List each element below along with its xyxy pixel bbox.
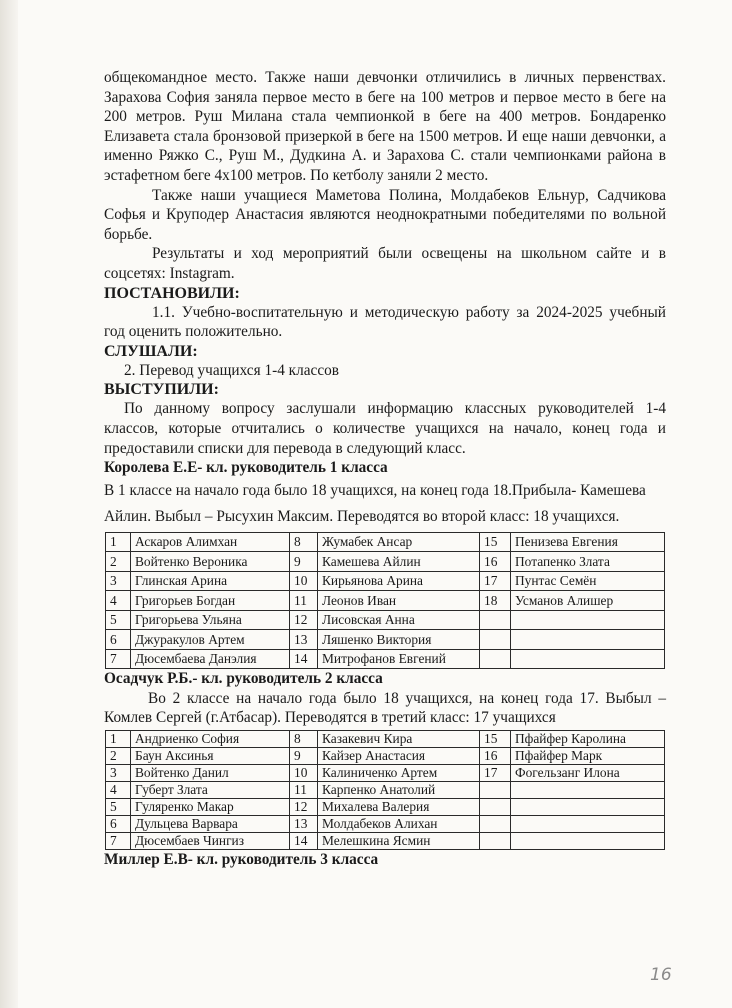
student-number-cell: 14: [290, 649, 318, 669]
student-name-cell: Карпенко Анатолий: [318, 781, 480, 798]
student-name-cell: Молдабеков Алихан: [318, 815, 480, 832]
student-number-cell: 12: [290, 610, 318, 630]
student-number-cell: 16: [480, 552, 511, 572]
student-number-cell: 6: [106, 630, 131, 650]
student-number-cell: [480, 610, 511, 630]
class3-heading: Миллер Е.В- кл. руководитель 3 класса: [104, 850, 379, 868]
heading-slushali: СЛУШАЛИ:: [104, 342, 198, 360]
student-name-cell: Губерт Злата: [131, 781, 290, 798]
student-number-cell: [480, 815, 511, 832]
student-name-cell: Джуракулов Артем: [131, 630, 290, 650]
student-name-cell: Жумабек Ансар: [318, 532, 480, 552]
table-row: [106, 649, 665, 669]
student-name-cell: Дульцева Варвара: [131, 815, 290, 832]
student-number-cell: 1: [106, 730, 131, 747]
student-name-cell: Потапенко Злата: [511, 552, 665, 572]
student-name-cell: Войтенко Вероника: [131, 552, 290, 572]
table-row: [106, 781, 665, 798]
class2-text: Во 2 классе на начало года было 18 учащихся, на конец года 17. Выбыл – Комлев Сергей (г.Атбасар). Переводятся в третий класс: 17 учащихся: [104, 689, 666, 727]
student-name-cell: [511, 610, 665, 630]
student-number-cell: 4: [106, 591, 131, 611]
class1-heading: Королева Е.Е- кл. руководитель 1 класса: [104, 459, 388, 477]
paragraph-agenda-item: 2. Перевод учащихся 1-4 классов: [124, 361, 339, 379]
table-row: [106, 764, 665, 781]
student-name-cell: Ляшенко Виктория: [318, 630, 480, 650]
student-name-cell: Григорьев Богдан: [131, 591, 290, 611]
student-name-cell: Камешева Айлин: [318, 552, 480, 572]
student-number-cell: 16: [480, 747, 511, 764]
table-row: [106, 832, 665, 849]
student-number-cell: 9: [290, 552, 318, 572]
student-number-cell: 7: [106, 649, 131, 669]
student-number-cell: 3: [106, 764, 131, 781]
table-row: [106, 815, 665, 832]
student-name-cell: [511, 815, 665, 832]
student-name-cell: Мелешкина Ясмин: [318, 832, 480, 849]
student-number-cell: 8: [290, 532, 318, 552]
student-name-cell: Аскаров Алимхан: [131, 532, 290, 552]
student-number-cell: 10: [290, 764, 318, 781]
page-number: 16: [650, 965, 672, 985]
paragraph-wrestling: Также наши учащиеся Маметова Полина, Молдабеков Ельнур, Садчикова Софья и Круподер Анастасия являются неоднократными победителями по вольной борьбе.: [104, 186, 666, 243]
student-number-cell: 8: [290, 730, 318, 747]
student-name-cell: Кайзер Анастасия: [318, 747, 480, 764]
heading-postanovili: ПОСТАНОВИЛИ:: [104, 284, 240, 302]
paragraph-speakers: По данному вопросу заслушали информацию классных руководителей 1-4 классов, которые отчитались о количестве учащихся на начало, конец года и предоставили списки для перевода в следующий класс.: [104, 400, 666, 457]
student-number-cell: 5: [106, 798, 131, 815]
table-row: [106, 571, 665, 591]
student-name-cell: Михалева Валерия: [318, 798, 480, 815]
student-number-cell: 17: [480, 764, 511, 781]
student-name-cell: Кирьянова Арина: [318, 571, 480, 591]
student-number-cell: 17: [480, 571, 511, 591]
student-name-cell: Пфайфер Каролина: [511, 730, 665, 747]
class1-text: В 1 классе на начало года было 18 учащихся, на конец года 18.Прибыла- Камешева Айлин. Выбыл – Рысухин Максим. Переводятся во второй класс: 18 учащихся.: [104, 481, 646, 525]
student-number-cell: 2: [106, 552, 131, 572]
student-number-cell: 12: [290, 798, 318, 815]
table-row: [106, 798, 665, 815]
student-number-cell: 10: [290, 571, 318, 591]
student-name-cell: Баун Аксинья: [131, 747, 290, 764]
student-name-cell: Фогельзанг Илона: [511, 764, 665, 781]
student-number-cell: 11: [290, 781, 318, 798]
student-number-cell: 7: [106, 832, 131, 849]
student-number-cell: 14: [290, 832, 318, 849]
student-name-cell: Лисовская Анна: [318, 610, 480, 630]
student-number-cell: [480, 649, 511, 669]
table-row: [106, 610, 665, 630]
heading-vystupili: ВЫСТУПИЛИ:: [104, 381, 219, 399]
student-name-cell: [511, 649, 665, 669]
table-row: [106, 730, 665, 747]
student-number-cell: [480, 630, 511, 650]
student-name-cell: [511, 781, 665, 798]
paragraph-coverage: Результаты и ход мероприятий были освещены на школьном сайте и в соцсетях: Instagram.: [104, 245, 666, 282]
student-name-cell: Войтенко Данил: [131, 764, 290, 781]
student-name-cell: [511, 832, 665, 849]
student-number-cell: 15: [480, 730, 511, 747]
student-name-cell: Дюсембаев Чингиз: [131, 832, 290, 849]
student-name-cell: Митрофанов Евгений: [318, 649, 480, 669]
student-name-cell: Казакевич Кира: [318, 730, 480, 747]
class2-student-table: [105, 730, 665, 850]
student-number-cell: 18: [480, 591, 511, 611]
student-name-cell: Гуляренко Макар: [131, 798, 290, 815]
student-name-cell: Андриенко София: [131, 730, 290, 747]
student-name-cell: Григорьева Ульяна: [131, 610, 290, 630]
student-name-cell: Пфайфер Марк: [511, 747, 665, 764]
student-name-cell: Пунтас Семён: [511, 571, 665, 591]
student-number-cell: 5: [106, 610, 131, 630]
student-name-cell: Дюсембаева Данэлия: [131, 649, 290, 669]
table-row: [106, 532, 665, 552]
student-number-cell: [480, 781, 511, 798]
student-number-cell: 2: [106, 747, 131, 764]
student-number-cell: [480, 832, 511, 849]
table-row: [106, 591, 665, 611]
student-name-cell: Усманов Алишер: [511, 591, 665, 611]
student-number-cell: 15: [480, 532, 511, 552]
student-number-cell: 13: [290, 815, 318, 832]
scan-page-edge: [0, 0, 18, 1008]
table-row: [106, 747, 665, 764]
student-name-cell: Леонов Иван: [318, 591, 480, 611]
class1-student-table: [105, 532, 665, 670]
table-row: [106, 630, 665, 650]
student-number-cell: 3: [106, 571, 131, 591]
student-name-cell: Пенизева Евгения: [511, 532, 665, 552]
student-name-cell: [511, 798, 665, 815]
student-number-cell: 11: [290, 591, 318, 611]
paragraph-decision: 1.1. Учебно-воспитательную и методическую работу за 2024-2025 учебный год оценить положительно.: [104, 303, 666, 341]
student-number-cell: 9: [290, 747, 318, 764]
table-row: [106, 552, 665, 572]
student-number-cell: 4: [106, 781, 131, 798]
student-number-cell: 1: [106, 532, 131, 552]
student-name-cell: Глинская Арина: [131, 571, 290, 591]
student-number-cell: [480, 798, 511, 815]
class2-heading: Осадчук Р.Б.- кл. руководитель 2 класса: [104, 670, 383, 688]
paragraph-sports-results: общекомандное место. Также наши девчонки отличились в личных первенствах. Зарахова София заняла первое место в беге на 100 метров и первое место в беге на 200 метров. Руш Милана стала чемпионкой в беге на 400 метров. Бондаренко Елизавета стала бронзовой призеркой в беге на 1500 метров. И еще наши девчонки, а именно Ряжко С., Руш М., Дудкина А. и Зарахова С. стали чемпионками района в эстафетном беге 4х100 метров. По кетболу заняли 2 место.: [104, 69, 666, 184]
document-body: [104, 68, 666, 870]
student-number-cell: 13: [290, 630, 318, 650]
student-name-cell: Калиниченко Артем: [318, 764, 480, 781]
student-number-cell: 6: [106, 815, 131, 832]
student-name-cell: [511, 630, 665, 650]
